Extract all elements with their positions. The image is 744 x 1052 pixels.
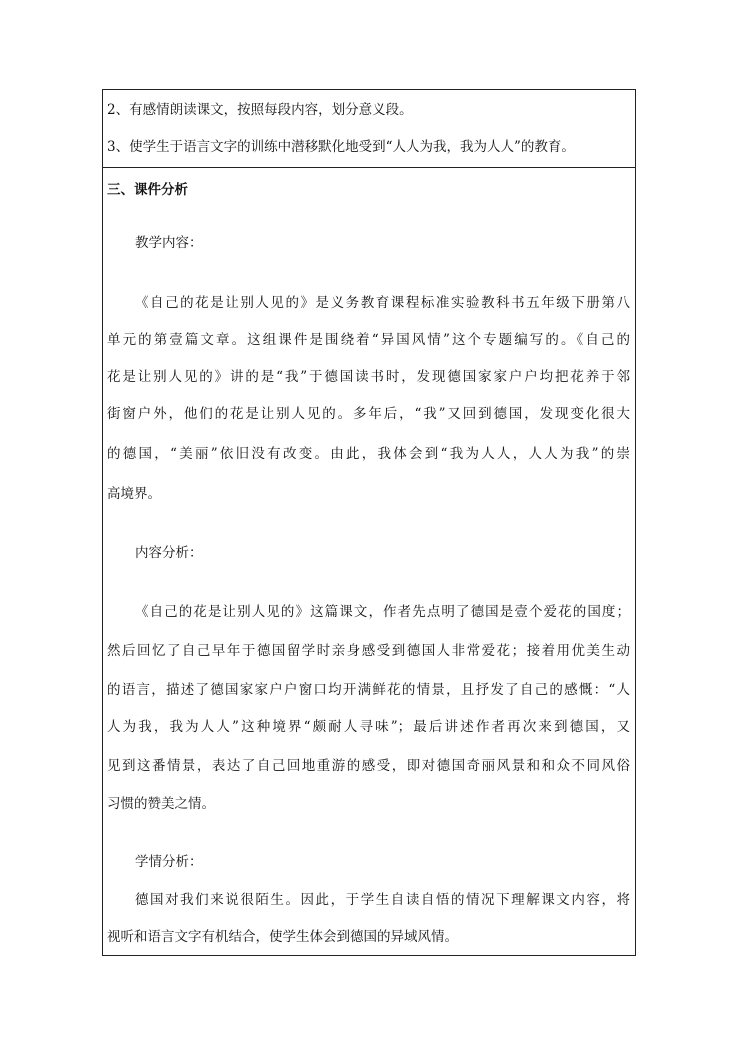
content-analysis-line: 《自己的花是让别人见的》这篇课文，作者先点明了德国是壹个爱花的国度； [135, 604, 630, 620]
content-analysis-line: 习惯的赞美之情。 [107, 796, 215, 812]
teaching-content-line: 花是让别人见的》讲的是“我”于德国读书时，发现德国家家户户均把花养于邻 [107, 369, 630, 385]
objective-item-2: 2、有感情朗读课文，按照每段内容，划分意义段。 [107, 102, 413, 118]
teaching-content-line: 单元的第壹篇文章。这组课件是围绕着“异国风情”这个专题编写的。《自己的 [107, 332, 630, 348]
row-divider [103, 167, 635, 168]
content-analysis-line: 然后回忆了自己早年于德国留学时亲身感受到德国人非常爱花；接着用优美生动 [107, 643, 630, 659]
content-analysis-line: 的语言，描述了德国家家户户窗口均开满鲜花的情景，且抒发了自己的感慨：“人 [107, 682, 630, 698]
section-title: 三、课件分析 [107, 182, 188, 198]
learner-analysis-line: 视听和语言文字有机结合，使学生体会到德国的异域风情。 [107, 929, 458, 945]
teaching-content-line: 《自己的花是让别人见的》是义务教育课程标准实验教科书五年级下册第八 [135, 295, 630, 311]
teaching-content-heading: 教学内容： [135, 235, 203, 251]
content-analysis-heading: 内容分析： [135, 545, 203, 561]
content-analysis-line: 人为我，我为人人”这种境界“颇耐人寻味”；最后讲述作者再次来到德国，又 [107, 719, 630, 735]
content-table [102, 89, 636, 956]
learner-analysis-line: 德国对我们来说很陌生。因此，于学生自读自悟的情况下理解课文内容，将 [135, 892, 630, 908]
teaching-content-line: 高境界。 [107, 486, 161, 502]
content-analysis-line: 见到这番情景，表达了自己回地重游的感受，即对德国奇丽风景和和众不同风俗 [107, 758, 630, 774]
teaching-content-line: 的德国，“美丽”依旧没有改变。由此，我体会到“我为人人，人人为我”的崇 [107, 446, 630, 462]
teaching-content-line: 街窗户外，他们的花是让别人见的。多年后，“我”又回到德国，发现变化很大 [107, 406, 630, 422]
learner-analysis-heading: 学情分析： [135, 854, 203, 870]
objective-item-3: 3、使学生于语言文字的训练中潜移默化地受到“人人为我，我为人人”的教育。 [107, 139, 575, 155]
